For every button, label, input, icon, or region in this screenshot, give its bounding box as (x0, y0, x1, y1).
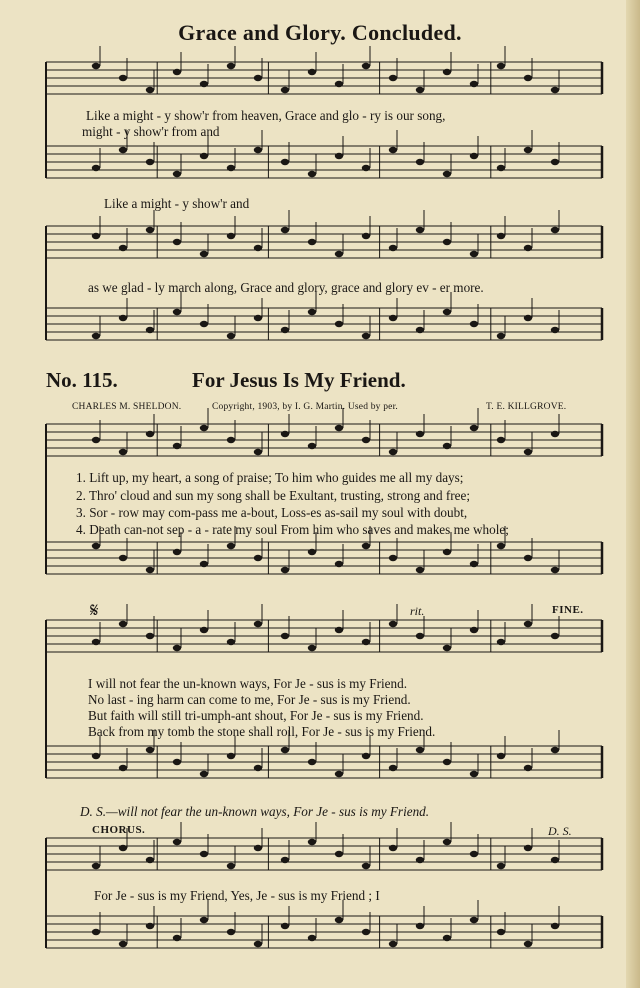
note-head (389, 765, 397, 771)
refrain-line-2: No last - ing harm can come to me, For Je - sus is my Friend. (88, 692, 411, 707)
note-head (416, 227, 424, 233)
note-head (524, 449, 532, 455)
note-head (497, 437, 505, 443)
note-head (443, 239, 451, 245)
note-head (281, 159, 289, 165)
verse-1: 1. Lift up, my heart, a song of praise; To him who guides me all my days; (76, 470, 464, 485)
note-head (281, 431, 289, 437)
note-head (416, 159, 424, 165)
note-head (146, 567, 154, 573)
note-head (389, 449, 397, 455)
note-head (524, 765, 532, 771)
note-head (254, 941, 262, 947)
note-head (362, 165, 370, 171)
ritardando-mark: rit. (410, 604, 425, 618)
note-head (281, 923, 289, 929)
note-head (227, 165, 235, 171)
note-head (470, 851, 478, 857)
note-head (254, 315, 262, 321)
note-head (470, 917, 478, 923)
note-head (389, 621, 397, 627)
note-head (92, 233, 100, 239)
note-head (470, 771, 478, 777)
note-head (524, 315, 532, 321)
note-head (119, 147, 127, 153)
fine-mark: FINE. (552, 604, 584, 616)
note-head (443, 645, 451, 651)
note-head (389, 941, 397, 947)
note-head (443, 935, 451, 941)
note-head (362, 929, 370, 935)
note-head (416, 747, 424, 753)
note-head (200, 153, 208, 159)
segno-sign: 𝄋 (90, 600, 99, 622)
note-head (92, 929, 100, 935)
note-head (254, 765, 262, 771)
chorus-lyrics: For Je - sus is my Friend, Yes, Je - sus is my Friend ; I (94, 888, 380, 903)
page-title: Grace and Glory. Concluded. (178, 20, 462, 45)
note-head (335, 851, 343, 857)
note-head (524, 845, 532, 851)
note-head (443, 549, 451, 555)
lyrics-bass-line: Like a might - y show'r and (104, 196, 250, 211)
note-head (308, 309, 316, 315)
note-head (173, 549, 181, 555)
note-head (416, 567, 424, 573)
note-head (308, 69, 316, 75)
note-head (416, 857, 424, 863)
note-head (173, 645, 181, 651)
note-head (335, 561, 343, 567)
note-head (200, 917, 208, 923)
note-head (416, 327, 424, 333)
note-head (389, 315, 397, 321)
note-head (200, 561, 208, 567)
refrain-line-1: I will not fear the un-known ways, For Je - sus is my Friend. (88, 676, 408, 691)
note-head (551, 923, 559, 929)
note-head (92, 165, 100, 171)
note-head (335, 425, 343, 431)
note-head (200, 851, 208, 857)
note-head (362, 63, 370, 69)
note-head (389, 245, 397, 251)
note-head (497, 233, 505, 239)
note-head (362, 639, 370, 645)
note-head (227, 639, 235, 645)
chorus-label: CHORUS. (92, 824, 146, 836)
note-head (200, 81, 208, 87)
note-head (254, 621, 262, 627)
note-head (173, 759, 181, 765)
hymn-number: No. 115. (46, 368, 118, 392)
note-head (497, 929, 505, 935)
note-head (254, 845, 262, 851)
note-head (92, 333, 100, 339)
note-head (119, 941, 127, 947)
note-head (254, 245, 262, 251)
refrain-line-3: But faith will still tri-umph-ant shout, For Je - sus is my Friend. (88, 708, 424, 723)
note-head (173, 69, 181, 75)
note-head (308, 443, 316, 449)
note-head (146, 431, 154, 437)
note-head (200, 627, 208, 633)
note-head (335, 81, 343, 87)
note-head (443, 759, 451, 765)
note-head (308, 239, 316, 245)
note-head (524, 555, 532, 561)
note-head (146, 87, 154, 93)
note-head (146, 857, 154, 863)
note-head (551, 327, 559, 333)
note-head (92, 543, 100, 549)
verse-3: 3. Sor - row may com-pass me a-bout, Loss-es as-sail my soul with doubt, (76, 505, 468, 520)
note-head (524, 75, 532, 81)
note-head (227, 63, 235, 69)
note-head (470, 425, 478, 431)
note-head (146, 227, 154, 233)
verse-4: 4. Death can-not sep - a - rate my soul From him who saves and makes me whole; (76, 522, 509, 537)
note-head (308, 759, 316, 765)
note-head (497, 639, 505, 645)
note-head (362, 863, 370, 869)
note-head (470, 251, 478, 257)
note-head (524, 245, 532, 251)
note-head (335, 627, 343, 633)
hymn-title: For Jesus Is My Friend. (192, 368, 406, 392)
note-head (551, 431, 559, 437)
note-head (443, 839, 451, 845)
note-head (335, 321, 343, 327)
lyrics-line-1: Like a might - y show'r from heaven, Grace and glo - ry is our song, (86, 108, 446, 123)
note-head (470, 561, 478, 567)
note-head (254, 449, 262, 455)
verse-2: 2. Thro' cloud and sun my song shall be Exultant, trusting, strong and free; (76, 488, 471, 503)
note-head (443, 69, 451, 75)
note-head (335, 917, 343, 923)
note-head (362, 543, 370, 549)
note-head (119, 845, 127, 851)
note-head (416, 923, 424, 929)
note-head (497, 543, 505, 549)
note-head (524, 621, 532, 627)
note-head (335, 251, 343, 257)
note-head (497, 63, 505, 69)
note-head (443, 443, 451, 449)
composer-credit: T. E. KILLGROVE. (486, 402, 567, 412)
lyrics-line-3: as we glad - ly march along, Grace and glory, grace and glory ev - er more. (88, 280, 484, 295)
note-head (281, 747, 289, 753)
note-head (119, 75, 127, 81)
note-head (524, 941, 532, 947)
lyrics-line-2: might - y show'r from and (82, 124, 220, 139)
note-head (200, 321, 208, 327)
note-head (524, 147, 532, 153)
note-head (119, 245, 127, 251)
note-head (551, 87, 559, 93)
note-head (227, 863, 235, 869)
da-capo-segno-line: D. S.—will not fear the un-known ways, For Je - sus is my Friend. (80, 804, 430, 819)
note-head (470, 321, 478, 327)
note-head (470, 81, 478, 87)
note-head (146, 159, 154, 165)
note-head (119, 449, 127, 455)
note-head (335, 771, 343, 777)
note-head (254, 75, 262, 81)
note-head (551, 747, 559, 753)
author-credit: CHARLES M. SHELDON. (72, 402, 182, 412)
note-head (281, 327, 289, 333)
note-head (389, 147, 397, 153)
note-head (470, 627, 478, 633)
note-head (254, 147, 262, 153)
note-head (389, 555, 397, 561)
note-head (416, 431, 424, 437)
note-head (551, 633, 559, 639)
note-head (281, 857, 289, 863)
note-head (389, 845, 397, 851)
note-head (173, 309, 181, 315)
note-head (497, 165, 505, 171)
note-head (146, 747, 154, 753)
note-head (551, 227, 559, 233)
note-head (443, 309, 451, 315)
note-head (281, 227, 289, 233)
note-head (551, 159, 559, 165)
note-head (146, 923, 154, 929)
note-head (92, 63, 100, 69)
note-head (92, 863, 100, 869)
note-head (227, 233, 235, 239)
note-head (227, 437, 235, 443)
ds-mark: D. S. (548, 824, 572, 838)
note-head (173, 171, 181, 177)
refrain-line-4: Back from my tomb the stone shall roll, For Je - sus is my Friend. (88, 724, 436, 739)
note-head (254, 555, 262, 561)
note-head (362, 333, 370, 339)
note-head (308, 839, 316, 845)
note-head (119, 765, 127, 771)
note-head (119, 621, 127, 627)
note-head (92, 639, 100, 645)
note-head (200, 771, 208, 777)
note-head (227, 753, 235, 759)
note-head (200, 251, 208, 257)
note-head (308, 645, 316, 651)
note-head (146, 633, 154, 639)
note-head (227, 333, 235, 339)
note-head (362, 437, 370, 443)
note-head (119, 315, 127, 321)
note-head (173, 443, 181, 449)
note-head (281, 567, 289, 573)
note-head (497, 753, 505, 759)
note-head (362, 753, 370, 759)
note-head (92, 753, 100, 759)
note-head (551, 857, 559, 863)
note-head (497, 333, 505, 339)
note-head (362, 233, 370, 239)
note-head (92, 437, 100, 443)
note-head (119, 555, 127, 561)
note-head (443, 171, 451, 177)
note-head (497, 863, 505, 869)
note-head (200, 425, 208, 431)
note-head (416, 87, 424, 93)
note-head (173, 839, 181, 845)
note-head (416, 633, 424, 639)
note-head (470, 153, 478, 159)
note-head (227, 543, 235, 549)
note-head (335, 153, 343, 159)
copyright-credit: Copyright, 1903, by I. G. Martin. Used by per. (212, 402, 398, 412)
note-head (281, 87, 289, 93)
note-head (146, 327, 154, 333)
note-head (308, 549, 316, 555)
note-head (173, 935, 181, 941)
note-head (551, 567, 559, 573)
note-head (389, 75, 397, 81)
note-head (308, 171, 316, 177)
note-head (281, 633, 289, 639)
note-head (227, 929, 235, 935)
note-head (308, 935, 316, 941)
note-head (173, 239, 181, 245)
